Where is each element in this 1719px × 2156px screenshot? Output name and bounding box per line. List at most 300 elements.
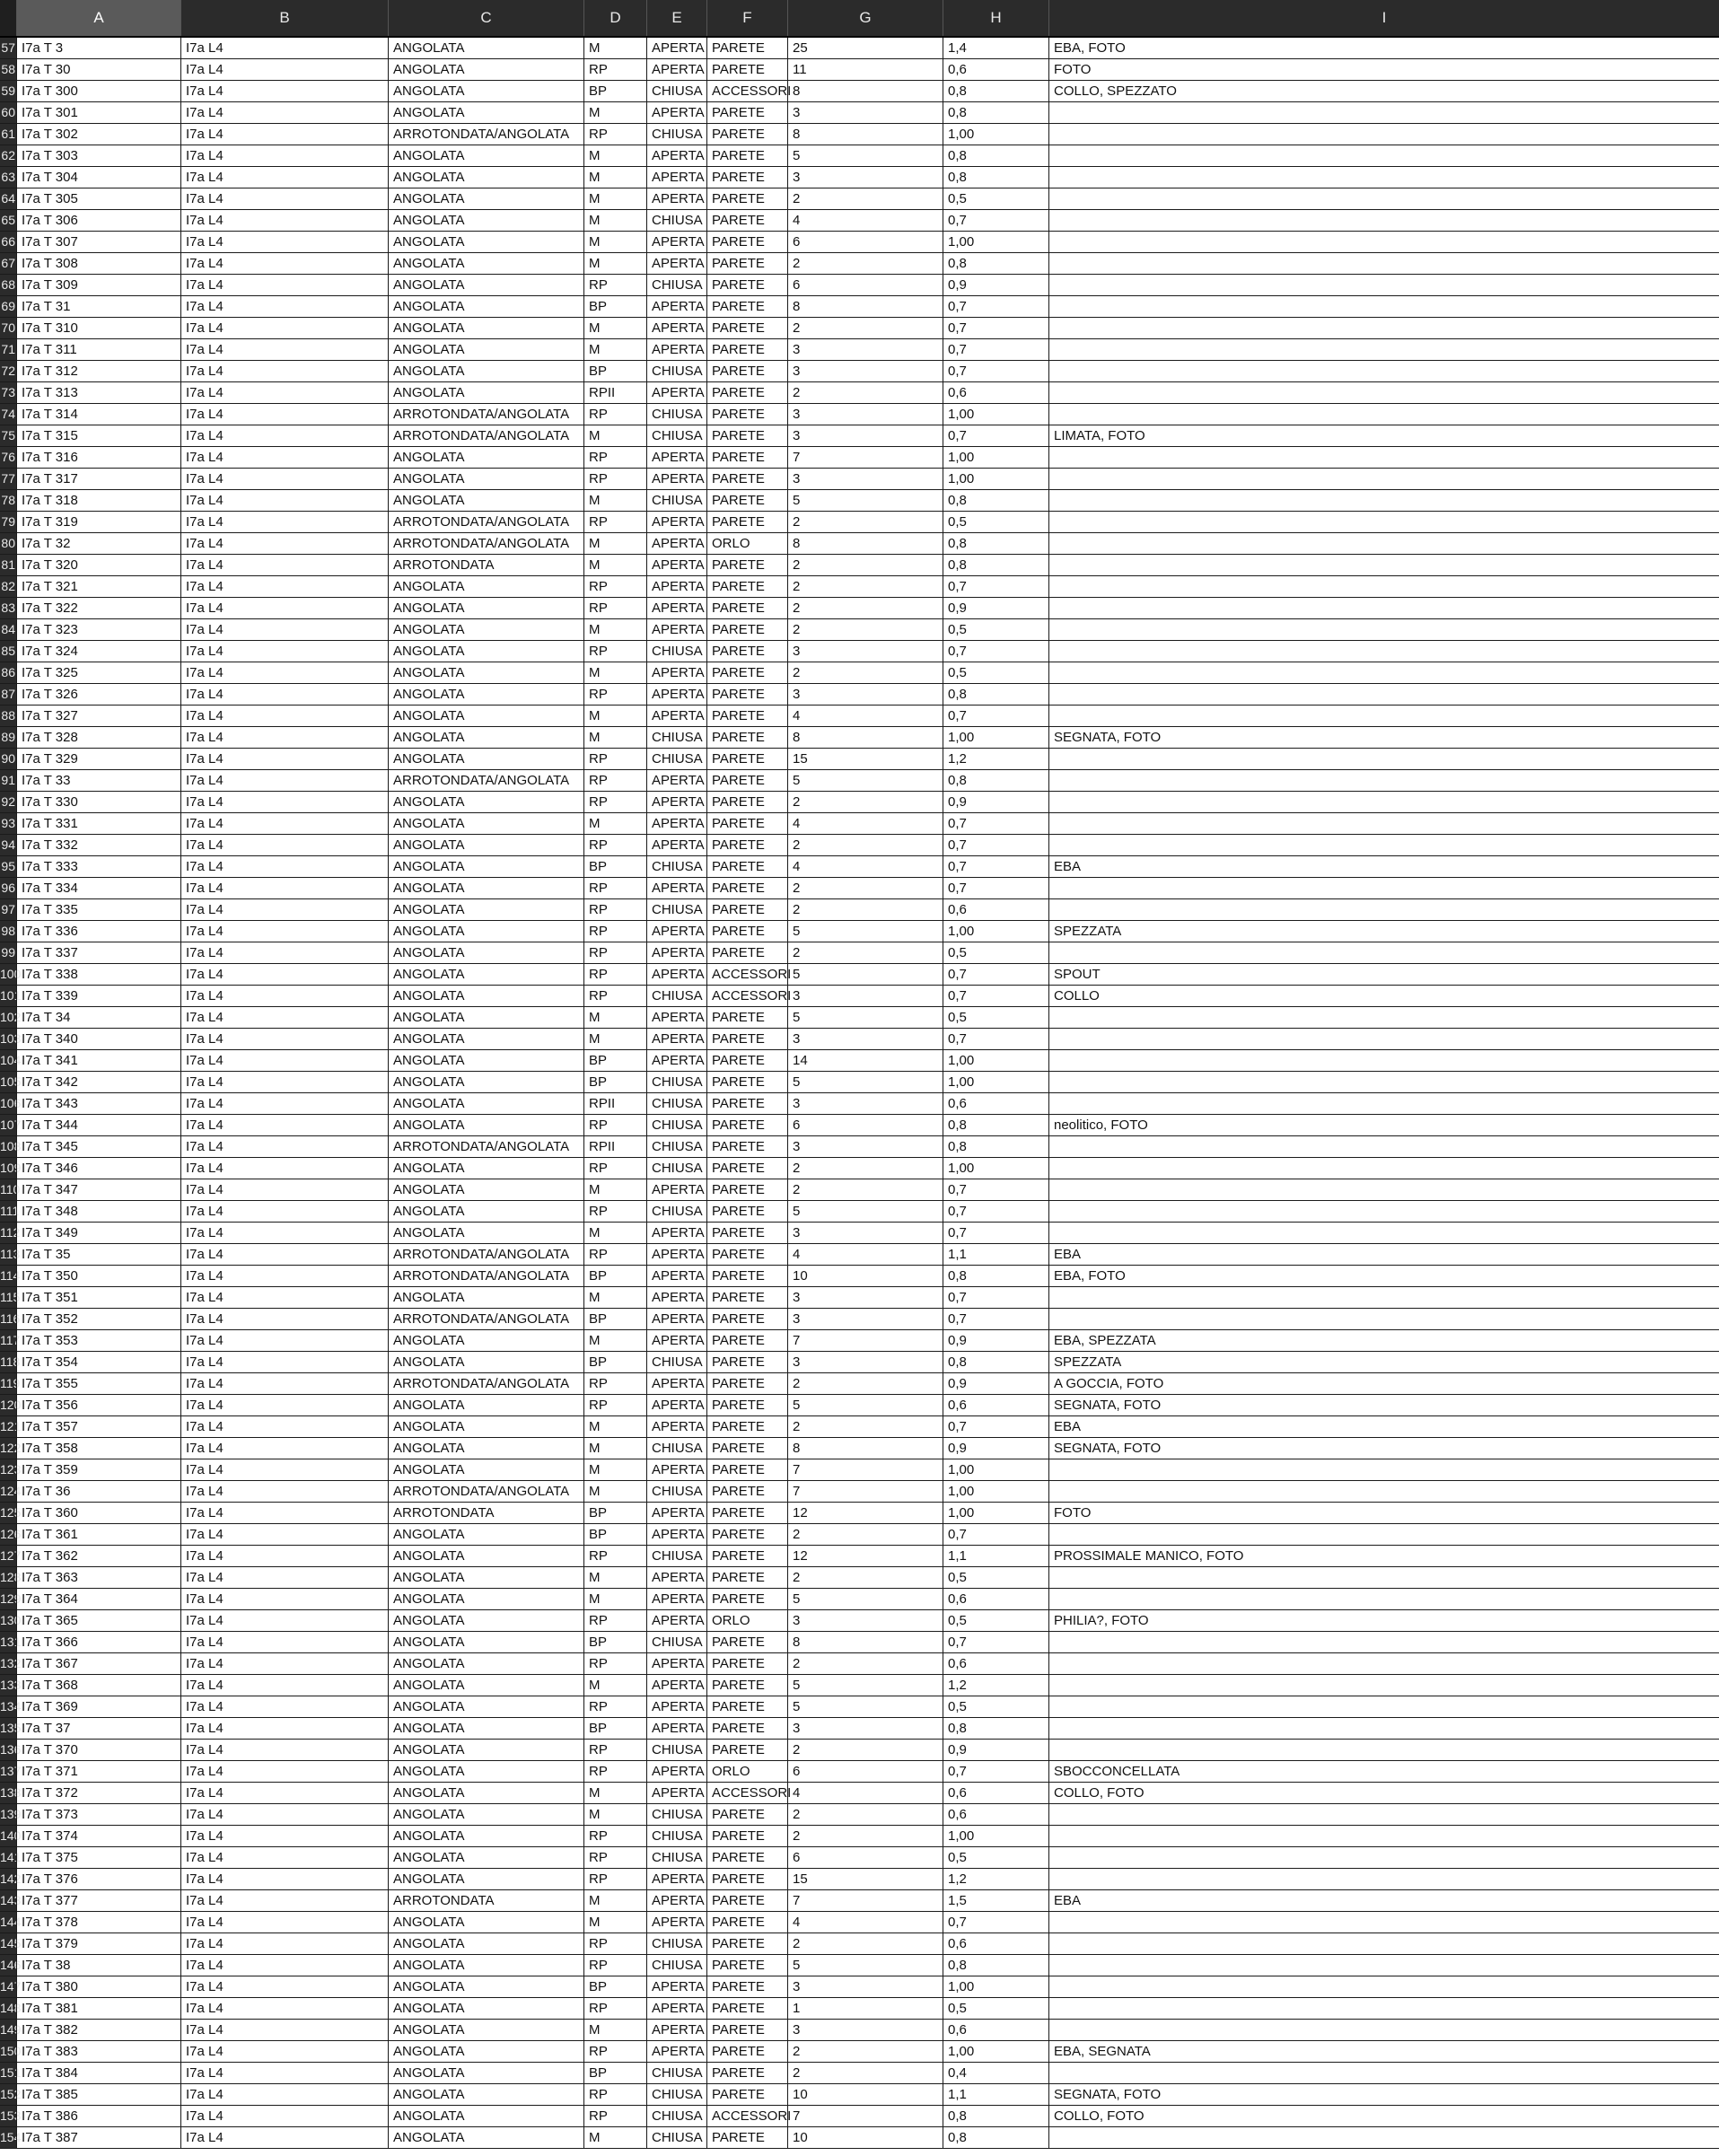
cell-a[interactable]: I7a T 377 xyxy=(16,1890,180,1911)
cell-d[interactable]: RP xyxy=(583,1955,646,1976)
cell-a[interactable]: I7a T 309 xyxy=(16,275,180,295)
cell-g[interactable]: 7 xyxy=(787,447,943,468)
cell-f[interactable]: PARETE xyxy=(706,275,787,295)
cell-a[interactable]: I7a T 321 xyxy=(16,576,180,597)
cell-d[interactable]: RP xyxy=(583,1826,646,1846)
cell-i[interactable]: PROSSIMALE MANICO, FOTO xyxy=(1048,1546,1719,1566)
cell-e[interactable]: APERTA xyxy=(646,1653,706,1674)
cell-a[interactable]: I7a T 316 xyxy=(16,447,180,468)
cell-a[interactable]: I7a T 357 xyxy=(16,1416,180,1437)
cell-f[interactable]: PARETE xyxy=(706,490,787,511)
cell-i[interactable] xyxy=(1048,1847,1719,1868)
cell-i[interactable]: SEGNATA, FOTO xyxy=(1048,2084,1719,2105)
cell-d[interactable]: M xyxy=(583,339,646,360)
cell-c[interactable]: ARROTONDATA/ANGOLATA xyxy=(388,1309,583,1329)
cell-h[interactable]: 1,00 xyxy=(943,2041,1048,2062)
cell-i[interactable] xyxy=(1048,942,1719,963)
row-header[interactable]: 73 xyxy=(0,382,16,403)
cell-h[interactable]: 0,6 xyxy=(943,1653,1048,1674)
cell-d[interactable]: M xyxy=(583,1287,646,1308)
cell-h[interactable]: 0,5 xyxy=(943,1998,1048,2019)
cell-i[interactable]: EBA xyxy=(1048,1244,1719,1265)
cell-c[interactable]: ANGOLATA xyxy=(388,1761,583,1782)
cell-c[interactable]: ANGOLATA xyxy=(388,619,583,640)
row-header[interactable]: 114 xyxy=(0,1266,16,1286)
cell-g[interactable]: 4 xyxy=(787,1912,943,1933)
row-header[interactable]: 148 xyxy=(0,1998,16,2019)
cell-c[interactable]: ANGOLATA xyxy=(388,1869,583,1889)
cell-a[interactable]: I7a T 342 xyxy=(16,1072,180,1092)
cell-c[interactable]: ARROTONDATA/ANGOLATA xyxy=(388,512,583,532)
cell-a[interactable]: I7a T 383 xyxy=(16,2041,180,2062)
cell-c[interactable]: ANGOLATA xyxy=(388,1696,583,1717)
row-header[interactable]: 70 xyxy=(0,318,16,338)
cell-h[interactable]: 0,7 xyxy=(943,1201,1048,1222)
cell-a[interactable]: I7a T 338 xyxy=(16,964,180,985)
cell-f[interactable]: PARETE xyxy=(706,1826,787,1846)
cell-c[interactable]: ANGOLATA xyxy=(388,145,583,166)
cell-f[interactable]: PARETE xyxy=(706,361,787,381)
cell-c[interactable]: ANGOLATA xyxy=(388,835,583,855)
cell-d[interactable]: RP xyxy=(583,942,646,963)
row-header[interactable]: 118 xyxy=(0,1352,16,1372)
cell-f[interactable]: PARETE xyxy=(706,1416,787,1437)
cell-e[interactable]: APERTA xyxy=(646,1416,706,1437)
cell-c[interactable]: ANGOLATA xyxy=(388,2041,583,2062)
cell-h[interactable]: 0,8 xyxy=(943,253,1048,274)
cell-g[interactable]: 2 xyxy=(787,253,943,274)
cell-d[interactable]: M xyxy=(583,1416,646,1437)
cell-d[interactable]: BP xyxy=(583,1718,646,1739)
cell-d[interactable]: M xyxy=(583,145,646,166)
cell-i[interactable]: EBA, SPEZZATA xyxy=(1048,1330,1719,1351)
cell-e[interactable]: APERTA xyxy=(646,706,706,726)
cell-f[interactable]: PARETE xyxy=(706,662,787,683)
cell-b[interactable]: I7a L4 xyxy=(180,684,388,705)
cell-f[interactable]: PARETE xyxy=(706,1309,787,1329)
cell-h[interactable]: 0,5 xyxy=(943,1567,1048,1588)
cell-b[interactable]: I7a L4 xyxy=(180,1610,388,1631)
cell-a[interactable]: I7a T 318 xyxy=(16,490,180,511)
cell-g[interactable]: 3 xyxy=(787,167,943,188)
cell-e[interactable]: APERTA xyxy=(646,1912,706,1933)
cell-e[interactable]: APERTA xyxy=(646,1050,706,1071)
cell-f[interactable]: PARETE xyxy=(706,942,787,963)
cell-i[interactable]: SEGNATA, FOTO xyxy=(1048,727,1719,748)
cell-g[interactable]: 8 xyxy=(787,296,943,317)
cell-b[interactable]: I7a L4 xyxy=(180,1503,388,1523)
cell-e[interactable]: APERTA xyxy=(646,1373,706,1394)
cell-c[interactable]: ANGOLATA xyxy=(388,2106,583,2126)
cell-e[interactable]: CHIUSA xyxy=(646,275,706,295)
cell-b[interactable]: I7a L4 xyxy=(180,1912,388,1933)
cell-e[interactable]: APERTA xyxy=(646,1007,706,1028)
cell-h[interactable]: 1,1 xyxy=(943,1244,1048,1265)
cell-c[interactable]: ANGOLATA xyxy=(388,986,583,1006)
cell-g[interactable]: 5 xyxy=(787,490,943,511)
cell-f[interactable]: PARETE xyxy=(706,1589,787,1609)
row-header[interactable]: 128 xyxy=(0,1567,16,1588)
cell-d[interactable]: M xyxy=(583,188,646,209)
cell-f[interactable]: PARETE xyxy=(706,188,787,209)
cell-c[interactable]: ANGOLATA xyxy=(388,1955,583,1976)
cell-c[interactable]: ANGOLATA xyxy=(388,188,583,209)
cell-e[interactable]: APERTA xyxy=(646,102,706,123)
cell-i[interactable]: EBA, SEGNATA xyxy=(1048,2041,1719,2062)
cell-b[interactable]: I7a L4 xyxy=(180,2063,388,2083)
cell-c[interactable]: ARROTONDATA/ANGOLATA xyxy=(388,425,583,446)
cell-a[interactable]: I7a T 373 xyxy=(16,1804,180,1825)
cell-f[interactable]: PARETE xyxy=(706,167,787,188)
cell-e[interactable]: APERTA xyxy=(646,1610,706,1631)
cell-h[interactable]: 1,2 xyxy=(943,1675,1048,1696)
cell-a[interactable]: I7a T 302 xyxy=(16,124,180,145)
cell-i[interactable]: EBA xyxy=(1048,1416,1719,1437)
cell-d[interactable]: M xyxy=(583,1481,646,1502)
cell-d[interactable]: M xyxy=(583,1675,646,1696)
cell-i[interactable] xyxy=(1048,1976,1719,1997)
cell-a[interactable]: I7a T 312 xyxy=(16,361,180,381)
cell-h[interactable]: 0,8 xyxy=(943,1115,1048,1135)
cell-f[interactable]: PARETE xyxy=(706,2063,787,2083)
cell-d[interactable]: RPII xyxy=(583,1093,646,1114)
cell-e[interactable]: APERTA xyxy=(646,619,706,640)
cell-b[interactable]: I7a L4 xyxy=(180,1869,388,1889)
cell-e[interactable]: APERTA xyxy=(646,576,706,597)
cell-f[interactable]: PARETE xyxy=(706,619,787,640)
cell-c[interactable]: ANGOLATA xyxy=(388,1201,583,1222)
cell-i[interactable] xyxy=(1048,404,1719,425)
cell-g[interactable]: 2 xyxy=(787,1373,943,1394)
cell-f[interactable]: PARETE xyxy=(706,1201,787,1222)
cell-c[interactable]: ANGOLATA xyxy=(388,1933,583,1954)
cell-i[interactable] xyxy=(1048,1158,1719,1179)
cell-c[interactable]: ANGOLATA xyxy=(388,1546,583,1566)
cell-a[interactable]: I7a T 38 xyxy=(16,1955,180,1976)
cell-h[interactable]: 1,00 xyxy=(943,1481,1048,1502)
cell-f[interactable]: PARETE xyxy=(706,1395,787,1415)
row-header[interactable]: 121 xyxy=(0,1416,16,1437)
cell-h[interactable]: 0,7 xyxy=(943,1524,1048,1545)
row-header[interactable]: 92 xyxy=(0,792,16,812)
cell-a[interactable]: I7a T 337 xyxy=(16,942,180,963)
cell-h[interactable]: 0,7 xyxy=(943,1287,1048,1308)
cell-d[interactable]: RP xyxy=(583,1998,646,2019)
cell-g[interactable]: 2 xyxy=(787,2041,943,2062)
row-header[interactable]: 154 xyxy=(0,2127,16,2148)
cell-c[interactable]: ANGOLATA xyxy=(388,1976,583,1997)
cell-a[interactable]: I7a T 353 xyxy=(16,1330,180,1351)
cell-i[interactable] xyxy=(1048,275,1719,295)
cell-a[interactable]: I7a T 366 xyxy=(16,1632,180,1652)
cell-f[interactable]: PARETE xyxy=(706,318,787,338)
cell-e[interactable]: APERTA xyxy=(646,1783,706,1803)
cell-f[interactable]: PARETE xyxy=(706,1438,787,1459)
cell-h[interactable]: 0,7 xyxy=(943,1309,1048,1329)
cell-b[interactable]: I7a L4 xyxy=(180,469,388,489)
row-header[interactable]: 150 xyxy=(0,2041,16,2062)
cell-h[interactable]: 1,00 xyxy=(943,1158,1048,1179)
cell-h[interactable]: 0,7 xyxy=(943,1029,1048,1049)
cell-h[interactable]: 1,00 xyxy=(943,921,1048,942)
cell-i[interactable] xyxy=(1048,1869,1719,1889)
cell-i[interactable] xyxy=(1048,1740,1719,1760)
cell-e[interactable]: CHIUSA xyxy=(646,1438,706,1459)
cell-f[interactable]: PARETE xyxy=(706,1179,787,1200)
cell-e[interactable]: APERTA xyxy=(646,296,706,317)
cell-f[interactable]: PARETE xyxy=(706,1093,787,1114)
cell-g[interactable]: 5 xyxy=(787,1675,943,1696)
cell-g[interactable]: 14 xyxy=(787,1050,943,1071)
cell-i[interactable] xyxy=(1048,1653,1719,1674)
cell-b[interactable]: I7a L4 xyxy=(180,124,388,145)
cell-a[interactable]: I7a T 367 xyxy=(16,1653,180,1674)
cell-g[interactable]: 5 xyxy=(787,145,943,166)
cell-e[interactable]: CHIUSA xyxy=(646,404,706,425)
cell-h[interactable]: 0,9 xyxy=(943,1373,1048,1394)
cell-i[interactable] xyxy=(1048,1459,1719,1480)
cell-d[interactable]: RP xyxy=(583,1244,646,1265)
cell-b[interactable]: I7a L4 xyxy=(180,1740,388,1760)
cell-g[interactable]: 3 xyxy=(787,1309,943,1329)
cell-g[interactable]: 2 xyxy=(787,942,943,963)
cell-b[interactable]: I7a L4 xyxy=(180,102,388,123)
cell-d[interactable]: RP xyxy=(583,921,646,942)
cell-f[interactable]: PARETE xyxy=(706,382,787,403)
cell-i[interactable] xyxy=(1048,210,1719,231)
cell-f[interactable]: PARETE xyxy=(706,1050,787,1071)
cell-c[interactable]: ANGOLATA xyxy=(388,1072,583,1092)
cell-h[interactable]: 0,7 xyxy=(943,1761,1048,1782)
cell-b[interactable]: I7a L4 xyxy=(180,1201,388,1222)
cell-c[interactable]: ARROTONDATA/ANGOLATA xyxy=(388,1244,583,1265)
cell-c[interactable]: ANGOLATA xyxy=(388,1287,583,1308)
cell-b[interactable]: I7a L4 xyxy=(180,404,388,425)
cell-i[interactable]: COLLO, FOTO xyxy=(1048,1783,1719,1803)
column-header-g[interactable]: G xyxy=(787,0,943,36)
cell-a[interactable]: I7a T 334 xyxy=(16,878,180,898)
cell-h[interactable]: 0,5 xyxy=(943,942,1048,963)
cell-g[interactable]: 2 xyxy=(787,1933,943,1954)
cell-b[interactable]: I7a L4 xyxy=(180,986,388,1006)
cell-i[interactable] xyxy=(1048,167,1719,188)
cell-i[interactable] xyxy=(1048,1718,1719,1739)
row-header[interactable]: 97 xyxy=(0,899,16,920)
cell-g[interactable]: 3 xyxy=(787,425,943,446)
cell-f[interactable]: PARETE xyxy=(706,210,787,231)
cell-h[interactable]: 1,00 xyxy=(943,1050,1048,1071)
column-header-c[interactable]: C xyxy=(388,0,583,36)
cell-g[interactable]: 2 xyxy=(787,1158,943,1179)
cell-d[interactable]: RP xyxy=(583,1610,646,1631)
row-header[interactable]: 76 xyxy=(0,447,16,468)
row-header[interactable]: 99 xyxy=(0,942,16,963)
cell-e[interactable]: CHIUSA xyxy=(646,81,706,101)
cell-f[interactable]: PARETE xyxy=(706,1718,787,1739)
row-header[interactable]: 149 xyxy=(0,2020,16,2040)
cell-h[interactable]: 0,7 xyxy=(943,641,1048,662)
cell-b[interactable]: I7a L4 xyxy=(180,188,388,209)
cell-h[interactable]: 0,4 xyxy=(943,2063,1048,2083)
cell-h[interactable]: 0,8 xyxy=(943,533,1048,554)
cell-g[interactable]: 8 xyxy=(787,533,943,554)
cell-a[interactable]: I7a T 320 xyxy=(16,555,180,575)
cell-a[interactable]: I7a T 327 xyxy=(16,706,180,726)
cell-b[interactable]: I7a L4 xyxy=(180,835,388,855)
row-header[interactable]: 105 xyxy=(0,1072,16,1092)
row-header[interactable]: 84 xyxy=(0,619,16,640)
cell-e[interactable]: APERTA xyxy=(646,1395,706,1415)
cell-h[interactable]: 0,7 xyxy=(943,706,1048,726)
cell-b[interactable]: I7a L4 xyxy=(180,1998,388,2019)
cell-h[interactable]: 0,8 xyxy=(943,1955,1048,1976)
cell-b[interactable]: I7a L4 xyxy=(180,576,388,597)
cell-h[interactable]: 0,5 xyxy=(943,1696,1048,1717)
cell-a[interactable]: I7a T 3 xyxy=(16,38,180,58)
cell-i[interactable] xyxy=(1048,1524,1719,1545)
cell-f[interactable]: ORLO xyxy=(706,1610,787,1631)
cell-b[interactable]: I7a L4 xyxy=(180,2084,388,2105)
row-header[interactable]: 62 xyxy=(0,145,16,166)
cell-c[interactable]: ANGOLATA xyxy=(388,1158,583,1179)
cell-g[interactable]: 5 xyxy=(787,1696,943,1717)
cell-g[interactable]: 1 xyxy=(787,1998,943,2019)
cell-f[interactable]: PARETE xyxy=(706,1632,787,1652)
cell-a[interactable]: I7a T 330 xyxy=(16,792,180,812)
cell-h[interactable]: 0,6 xyxy=(943,899,1048,920)
cell-a[interactable]: I7a T 333 xyxy=(16,856,180,877)
cell-h[interactable]: 0,7 xyxy=(943,986,1048,1006)
cell-e[interactable]: APERTA xyxy=(646,1998,706,2019)
cell-e[interactable]: APERTA xyxy=(646,1309,706,1329)
cell-f[interactable]: PARETE xyxy=(706,921,787,942)
cell-b[interactable]: I7a L4 xyxy=(180,1179,388,1200)
cell-e[interactable]: CHIUSA xyxy=(646,425,706,446)
cell-a[interactable]: I7a T 365 xyxy=(16,1610,180,1631)
cell-f[interactable]: PARETE xyxy=(706,1912,787,1933)
cell-e[interactable]: APERTA xyxy=(646,2020,706,2040)
cell-b[interactable]: I7a L4 xyxy=(180,1266,388,1286)
cell-i[interactable]: SPEZZATA xyxy=(1048,921,1719,942)
cell-d[interactable]: RP xyxy=(583,1653,646,1674)
cell-i[interactable] xyxy=(1048,1933,1719,1954)
cell-g[interactable]: 3 xyxy=(787,1029,943,1049)
cell-h[interactable]: 1,2 xyxy=(943,749,1048,769)
cell-d[interactable]: RP xyxy=(583,878,646,898)
cell-a[interactable]: I7a T 356 xyxy=(16,1395,180,1415)
cell-g[interactable]: 15 xyxy=(787,1869,943,1889)
cell-g[interactable]: 10 xyxy=(787,2127,943,2148)
cell-d[interactable]: RP xyxy=(583,576,646,597)
cell-d[interactable]: M xyxy=(583,727,646,748)
cell-a[interactable]: I7a T 345 xyxy=(16,1136,180,1157)
cell-e[interactable]: APERTA xyxy=(646,2041,706,2062)
cell-h[interactable]: 0,7 xyxy=(943,856,1048,877)
cell-e[interactable]: APERTA xyxy=(646,1675,706,1696)
cell-f[interactable]: PARETE xyxy=(706,1287,787,1308)
cell-e[interactable]: APERTA xyxy=(646,188,706,209)
cell-c[interactable]: ANGOLATA xyxy=(388,1804,583,1825)
cell-b[interactable]: I7a L4 xyxy=(180,1029,388,1049)
cell-e[interactable]: CHIUSA xyxy=(646,361,706,381)
cell-i[interactable]: SPEZZATA xyxy=(1048,1352,1719,1372)
cell-e[interactable]: APERTA xyxy=(646,1179,706,1200)
cell-c[interactable]: ARROTONDATA/ANGOLATA xyxy=(388,533,583,554)
cell-f[interactable]: ORLO xyxy=(706,533,787,554)
column-header-b[interactable]: B xyxy=(180,0,388,36)
cell-f[interactable]: PARETE xyxy=(706,555,787,575)
cell-i[interactable] xyxy=(1048,1804,1719,1825)
cell-b[interactable]: I7a L4 xyxy=(180,749,388,769)
cell-b[interactable]: I7a L4 xyxy=(180,555,388,575)
cell-h[interactable]: 0,7 xyxy=(943,1632,1048,1652)
cell-h[interactable]: 0,7 xyxy=(943,1416,1048,1437)
cell-d[interactable]: M xyxy=(583,1890,646,1911)
cell-h[interactable]: 0,6 xyxy=(943,1783,1048,1803)
cell-f[interactable]: PARETE xyxy=(706,59,787,80)
cell-a[interactable]: I7a T 349 xyxy=(16,1223,180,1243)
cell-a[interactable]: I7a T 351 xyxy=(16,1287,180,1308)
cell-a[interactable]: I7a T 311 xyxy=(16,339,180,360)
cell-d[interactable]: M xyxy=(583,2020,646,2040)
cell-f[interactable]: PARETE xyxy=(706,1459,787,1480)
row-header[interactable]: 67 xyxy=(0,253,16,274)
cell-c[interactable]: ARROTONDATA xyxy=(388,1503,583,1523)
cell-e[interactable]: APERTA xyxy=(646,684,706,705)
cell-a[interactable]: I7a T 335 xyxy=(16,899,180,920)
cell-f[interactable]: PARETE xyxy=(706,1266,787,1286)
cell-f[interactable]: PARETE xyxy=(706,1696,787,1717)
cell-b[interactable]: I7a L4 xyxy=(180,1783,388,1803)
row-header[interactable]: 140 xyxy=(0,1826,16,1846)
cell-c[interactable]: ANGOLATA xyxy=(388,921,583,942)
cell-b[interactable]: I7a L4 xyxy=(180,1050,388,1071)
cell-g[interactable]: 3 xyxy=(787,1352,943,1372)
cell-i[interactable]: SEGNATA, FOTO xyxy=(1048,1438,1719,1459)
cell-i[interactable]: EBA, FOTO xyxy=(1048,38,1719,58)
cell-i[interactable] xyxy=(1048,1007,1719,1028)
cell-d[interactable]: M xyxy=(583,813,646,834)
cell-b[interactable]: I7a L4 xyxy=(180,2020,388,2040)
cell-h[interactable]: 0,6 xyxy=(943,1093,1048,1114)
cell-c[interactable]: ANGOLATA xyxy=(388,706,583,726)
cell-b[interactable]: I7a L4 xyxy=(180,38,388,58)
cell-e[interactable]: CHIUSA xyxy=(646,2084,706,2105)
cell-e[interactable]: CHIUSA xyxy=(646,2063,706,2083)
cell-c[interactable]: ANGOLATA xyxy=(388,81,583,101)
cell-b[interactable]: I7a L4 xyxy=(180,1309,388,1329)
cell-a[interactable]: I7a T 305 xyxy=(16,188,180,209)
cell-i[interactable] xyxy=(1048,533,1719,554)
cell-e[interactable]: APERTA xyxy=(646,662,706,683)
cell-f[interactable]: PARETE xyxy=(706,2127,787,2148)
cell-h[interactable]: 0,5 xyxy=(943,1007,1048,1028)
cell-f[interactable]: PARETE xyxy=(706,749,787,769)
cell-d[interactable]: RP xyxy=(583,684,646,705)
cell-e[interactable]: APERTA xyxy=(646,533,706,554)
row-header[interactable]: 74 xyxy=(0,404,16,425)
row-header[interactable]: 103 xyxy=(0,1029,16,1049)
row-header[interactable]: 137 xyxy=(0,1761,16,1782)
cell-a[interactable]: I7a T 300 xyxy=(16,81,180,101)
cell-e[interactable]: APERTA xyxy=(646,38,706,58)
cell-g[interactable]: 3 xyxy=(787,339,943,360)
cell-a[interactable]: I7a T 303 xyxy=(16,145,180,166)
cell-b[interactable]: I7a L4 xyxy=(180,1653,388,1674)
row-header[interactable]: 95 xyxy=(0,856,16,877)
cell-f[interactable]: PARETE xyxy=(706,1653,787,1674)
cell-c[interactable]: ANGOLATA xyxy=(388,253,583,274)
